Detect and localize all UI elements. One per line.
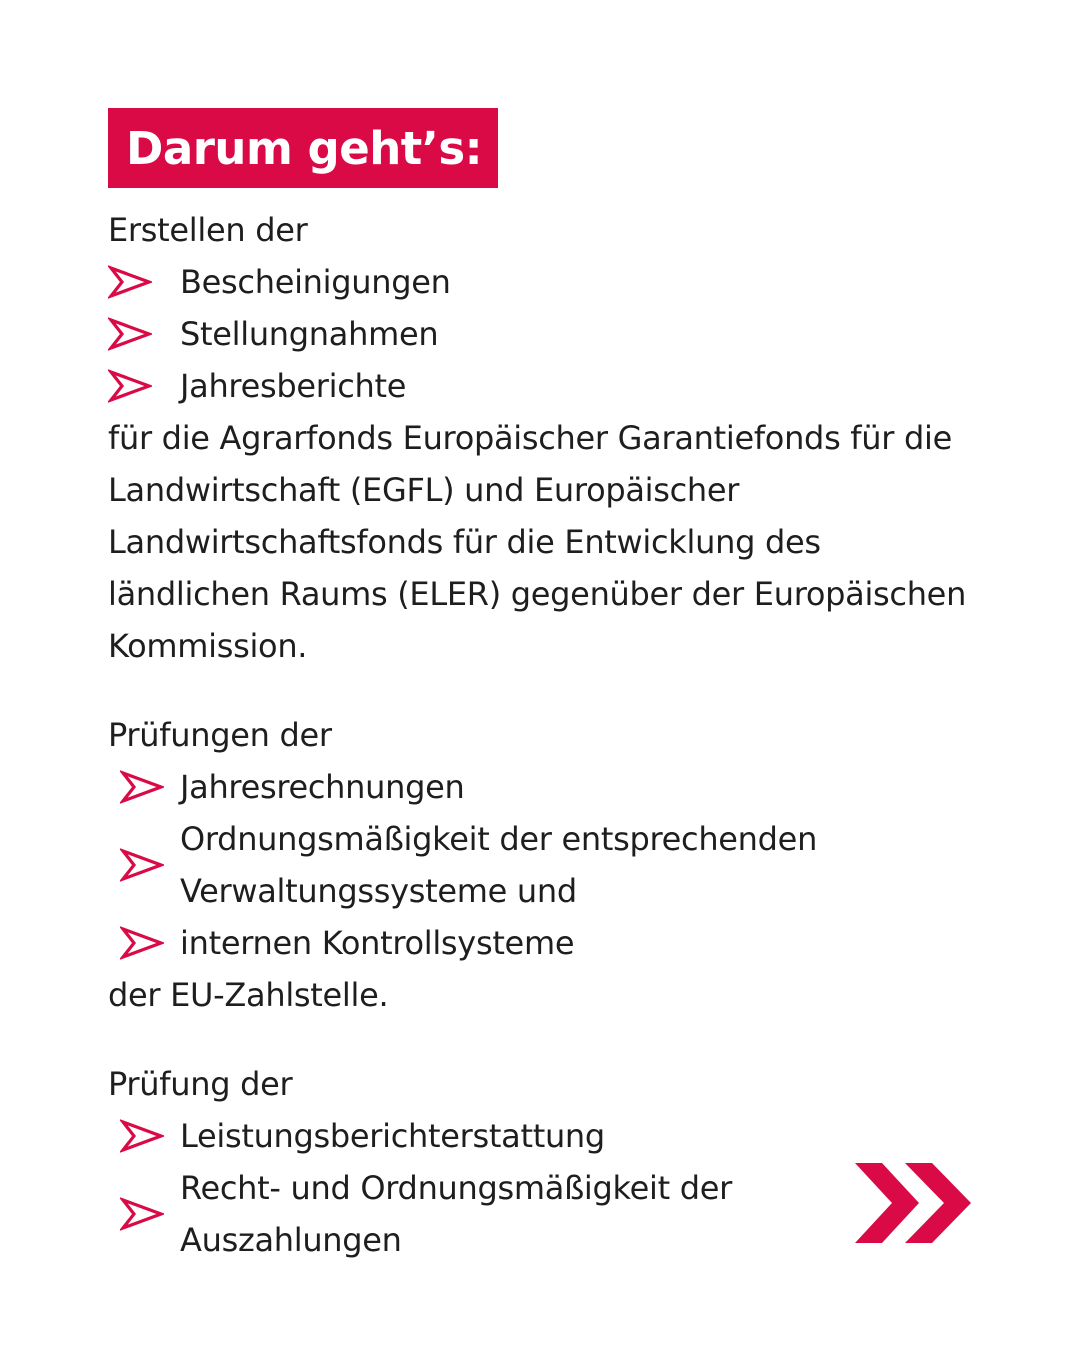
double-chevron-right-icon[interactable]	[855, 1163, 973, 1243]
section-3-intro: Prüfung der	[108, 1065, 293, 1103]
headline-banner	[108, 108, 498, 188]
chevron-right-outline-icon	[108, 265, 152, 299]
list-item	[108, 308, 988, 360]
list-item-label: internen Kontrollsysteme	[180, 924, 575, 962]
headline-title: Darum geht’s:	[126, 121, 483, 175]
chevron-right-outline-icon	[120, 926, 164, 960]
chevron-right-outline-icon	[108, 317, 152, 351]
chevron-right-outline-icon	[120, 1119, 164, 1153]
chevron-right-outline-icon	[120, 848, 164, 882]
list-item-label: Leistungsberichterstattung	[180, 1117, 605, 1155]
list-item	[108, 917, 988, 969]
list-item	[108, 761, 988, 813]
section-2-outro: der EU-Zahlstelle.	[108, 976, 389, 1014]
list-item-label: Jahresberichte	[180, 367, 407, 405]
list-item	[108, 256, 988, 308]
list-item-label: Bescheinigungen	[180, 263, 451, 301]
list-item-label: Recht- und Ordnungsmäßigkeit der Auszahlungen	[180, 1169, 732, 1259]
chevron-right-outline-icon	[108, 369, 152, 403]
chevron-right-outline-icon	[120, 1197, 164, 1231]
chevron-right-outline-icon	[120, 770, 164, 804]
section-2-intro: Prüfungen der	[108, 716, 332, 754]
list-item	[108, 360, 988, 412]
section-1-outro: für die Agrarfonds Europäischer Garantiefonds für die Landwirtschaft (EGFL) und Europäischer Landwirtschaftsfonds für die Entwicklung des ländlichen Raums (ELER) gegenüber der Europäischen Kommission.	[108, 419, 967, 665]
list-item-label: Ordnungsmäßigkeit der entsprechenden Verwaltungssysteme und	[180, 820, 818, 910]
list-item-label: Stellungnahmen	[180, 315, 439, 353]
list-item-label: Jahresrechnungen	[180, 768, 465, 806]
content-body	[108, 204, 988, 1266]
list-item	[108, 813, 988, 917]
list-item	[108, 1110, 988, 1162]
section-1-intro: Erstellen der	[108, 211, 308, 249]
